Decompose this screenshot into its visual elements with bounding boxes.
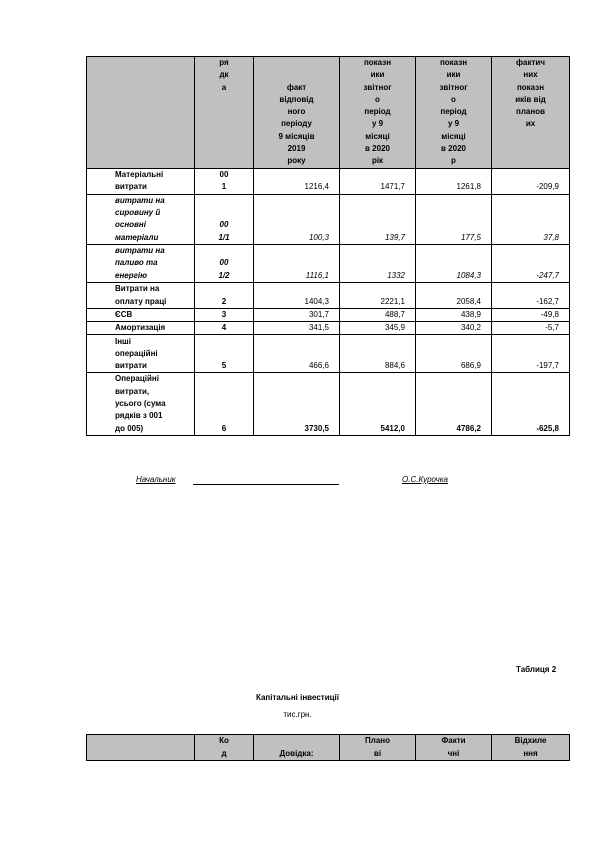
- table-row: [87, 335, 570, 373]
- cell-plan-2020: 345,9: [340, 322, 416, 335]
- signature-line: [193, 484, 339, 485]
- cell-fact-2020: 2058,4: [416, 282, 492, 308]
- table2-header-row: [87, 735, 570, 761]
- cell-fact-2019: 466,6: [254, 335, 340, 373]
- cell-deviation: -247,7: [492, 244, 570, 282]
- table-row: [87, 373, 570, 435]
- row-code: 3: [195, 308, 254, 321]
- cell-fact-2019: 1216,4: [254, 168, 340, 194]
- row-label: ЄСВ: [87, 308, 195, 321]
- row-label: витрати на сировину й основні матеріали: [87, 194, 195, 244]
- table1-header-cell: [87, 57, 195, 169]
- row-code: 2: [195, 282, 254, 308]
- row-code: 5: [195, 335, 254, 373]
- cell-plan-2020: 2221,1: [340, 282, 416, 308]
- table2-header-cell: [87, 735, 195, 761]
- table1-header-cell: факт відповід ного періоду 9 місяців 2019 року: [254, 57, 340, 169]
- table-row: [87, 322, 570, 335]
- cell-fact-2019: 1116,1: [254, 244, 340, 282]
- cell-fact-2020: 1261,8: [416, 168, 492, 194]
- cell-deviation: -209,9: [492, 168, 570, 194]
- operating-costs-table: [86, 56, 570, 436]
- cell-plan-2020: 884,6: [340, 335, 416, 373]
- table2-header-cell: Довідка:: [254, 735, 340, 761]
- row-label: Матеріальні витрати: [87, 168, 195, 194]
- row-code: 00 1/2: [195, 244, 254, 282]
- table2-unit: тис.грн.: [283, 710, 312, 719]
- row-label: витрати на паливо та енергію: [87, 244, 195, 282]
- cell-deviation: -5,7: [492, 322, 570, 335]
- cell-fact-2020: 340,2: [416, 322, 492, 335]
- cell-plan-2020: 1471,7: [340, 168, 416, 194]
- table1-header-cell: фактич них показн иків від планов их: [492, 57, 570, 169]
- row-code: 00 1: [195, 168, 254, 194]
- table-row: [87, 194, 570, 244]
- table1-header-cell: ря дк а: [195, 57, 254, 169]
- cell-deviation: -197,7: [492, 335, 570, 373]
- capital-investments-table: [86, 734, 570, 761]
- cell-fact-2019: 3730,5: [254, 373, 340, 435]
- table2-header-cell: Ко д: [195, 735, 254, 761]
- cell-plan-2020: 139,7: [340, 194, 416, 244]
- table1-header-row: [87, 57, 570, 169]
- cell-fact-2020: 686,9: [416, 335, 492, 373]
- cell-plan-2020: 488,7: [340, 308, 416, 321]
- table-row: [87, 308, 570, 321]
- table2-title: Капітальні інвестиції: [255, 693, 339, 702]
- table1-header-cell: показн ики звітног о період у 9 місяці в 2020 р: [416, 57, 492, 169]
- row-label: Витрати на оплату праці: [87, 282, 195, 308]
- cell-fact-2019: 301,7: [254, 308, 340, 321]
- cell-fact-2019: 100,3: [254, 194, 340, 244]
- row-label: Амортизація: [87, 322, 195, 335]
- cell-plan-2020: 5412,0: [340, 373, 416, 435]
- table2-header-cell: Факти чні: [416, 735, 492, 761]
- row-label: Операційні витрати, усього (сума рядків з 001 до 005): [87, 373, 195, 435]
- cell-fact-2020: 438,9: [416, 308, 492, 321]
- cell-fact-2020: 177,5: [416, 194, 492, 244]
- row-code: 6: [195, 373, 254, 435]
- table-row: [87, 282, 570, 308]
- table-row: [87, 244, 570, 282]
- cell-deviation: -162,7: [492, 282, 570, 308]
- cell-deviation: -49,8: [492, 308, 570, 321]
- table2-caption: Таблиця 2: [516, 665, 557, 674]
- table2-header-cell: Відхиле ння: [492, 735, 570, 761]
- signature-name: О.С.Курочка: [402, 475, 448, 484]
- cell-fact-2020: 4786,2: [416, 373, 492, 435]
- table-row: [87, 168, 570, 194]
- cell-fact-2019: 1404,3: [254, 282, 340, 308]
- table2-header-cell: Плано ві: [340, 735, 416, 761]
- table1-header-cell: показн ики звітног о період у 9 місяці в 2020 рік: [340, 57, 416, 169]
- cell-fact-2019: 341,5: [254, 322, 340, 335]
- cell-fact-2020: 1084,3: [416, 244, 492, 282]
- cell-plan-2020: 1332: [340, 244, 416, 282]
- cell-deviation: -625,8: [492, 373, 570, 435]
- row-code: 00 1/1: [195, 194, 254, 244]
- row-label: Інші операційні витрати: [87, 335, 195, 373]
- signature-role: Начальник: [136, 475, 176, 484]
- cell-deviation: 37,8: [492, 194, 570, 244]
- row-code: 4: [195, 322, 254, 335]
